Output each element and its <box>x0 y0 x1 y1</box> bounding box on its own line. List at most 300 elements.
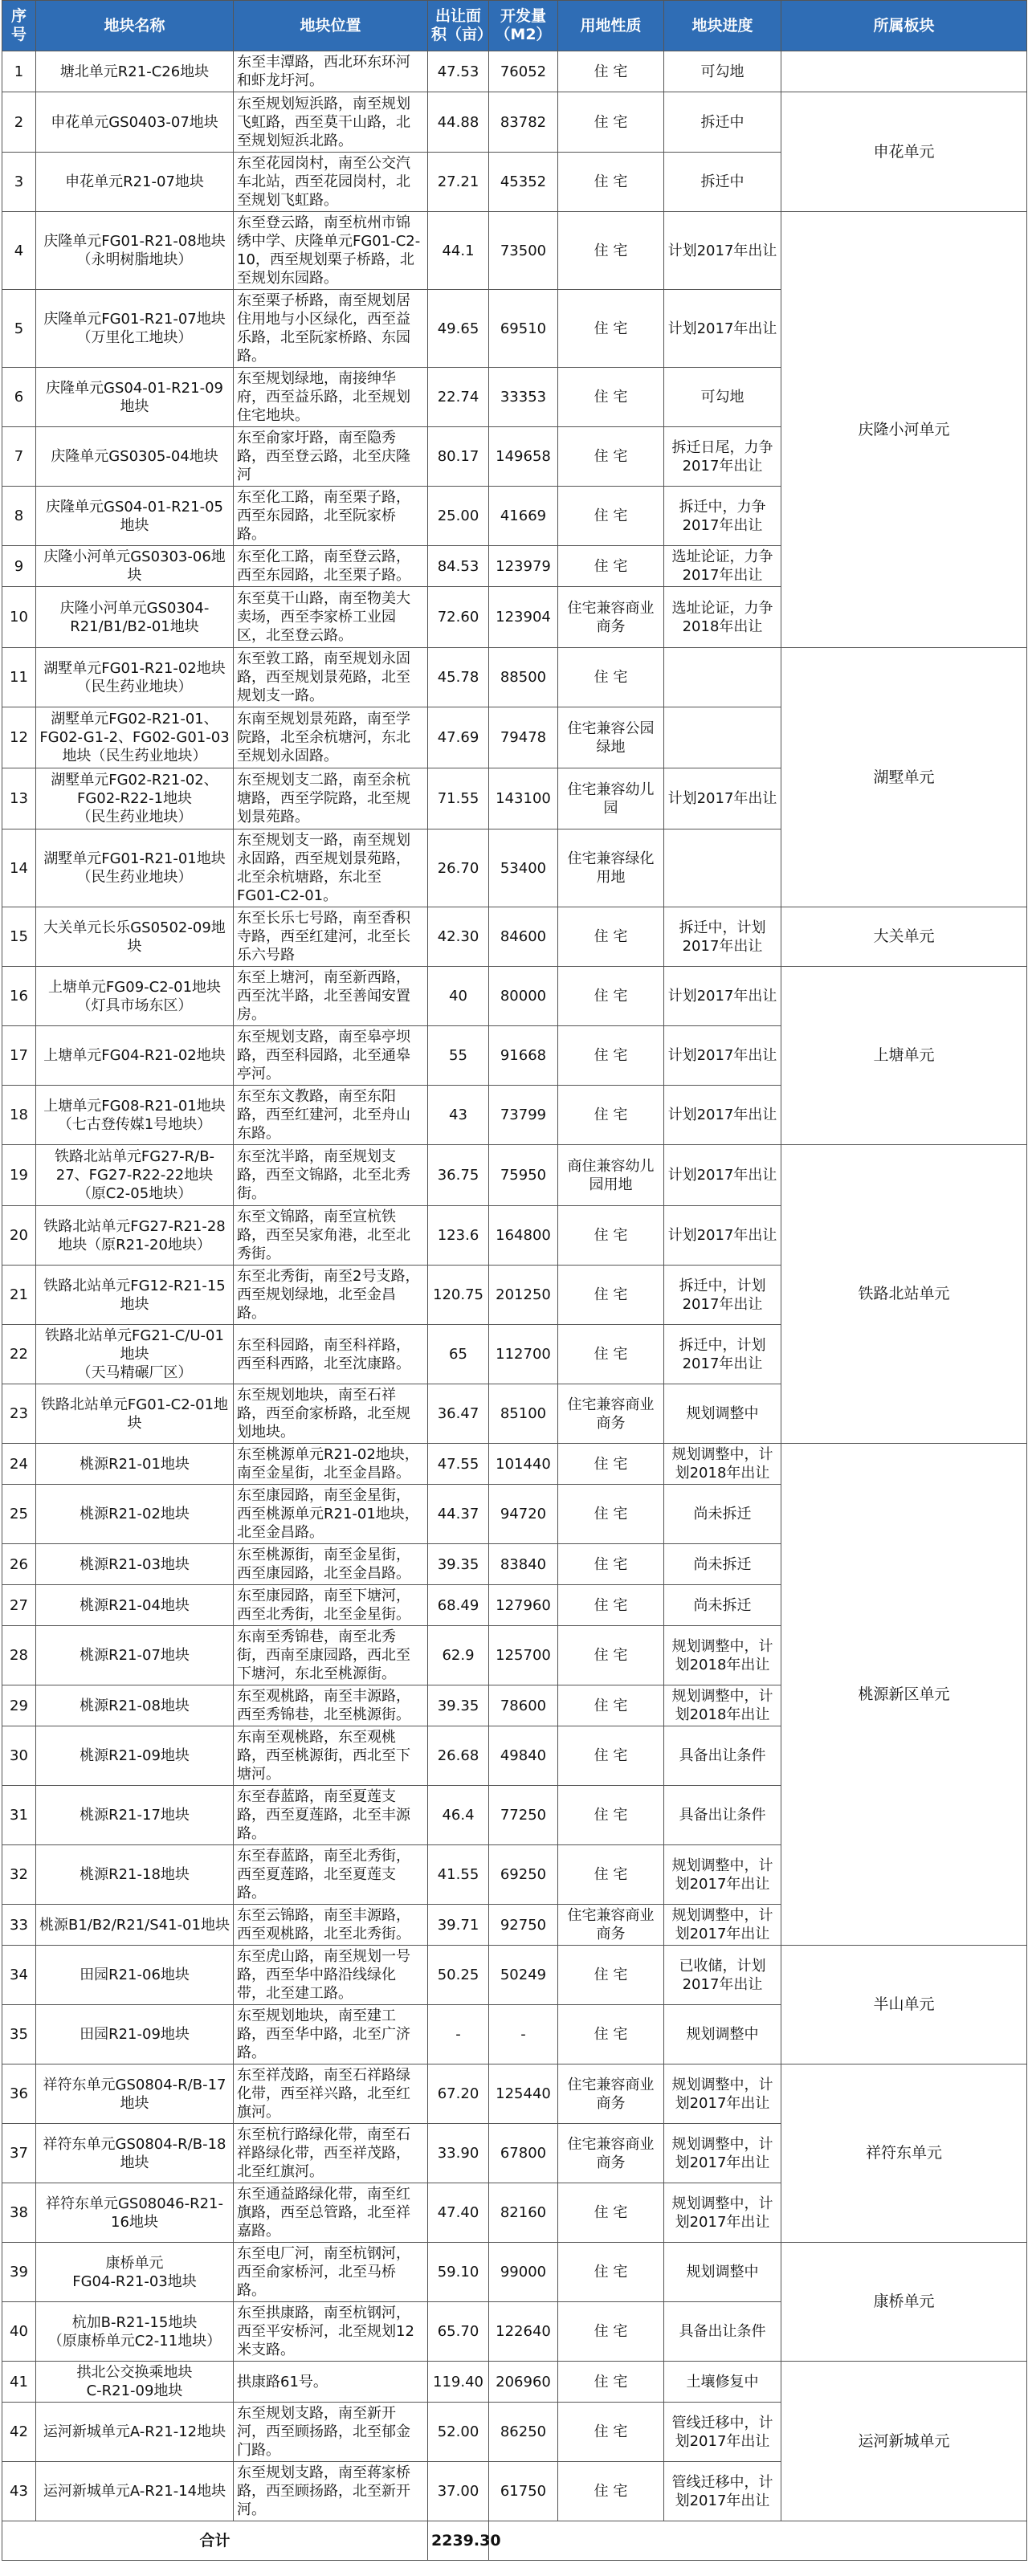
plot-land-use: 住 宅 <box>558 546 664 587</box>
header-progress: 地块进度 <box>664 1 781 51</box>
plot-land-use: 住 宅 <box>558 2462 664 2521</box>
row-number: 18 <box>2 1086 36 1145</box>
plot-area: 80.17 <box>428 427 489 487</box>
plot-area: 25.00 <box>428 487 489 546</box>
plot-name: 庆隆单元GS04-01-R21-05地块 <box>36 487 234 546</box>
plot-name: 祥符东单元GS0804-R/B-17地块 <box>36 2064 234 2124</box>
plot-development-volume: 83782 <box>489 92 558 153</box>
plot-area: 59.10 <box>428 2243 489 2302</box>
plot-land-use: 住 宅 <box>558 1626 664 1685</box>
plot-development-volume: 80000 <box>489 967 558 1026</box>
plot-land-use: 住 宅 <box>558 648 664 707</box>
plot-name: 祥符东单元GS08046-R21-16地块 <box>36 2183 234 2243</box>
row-number: 20 <box>2 1206 36 1266</box>
plot-location: 东至规划支路，南至蒋家桥路，西至顾扬路，北至新开河。 <box>234 2462 428 2521</box>
plot-area: 36.47 <box>428 1384 489 1444</box>
plot-area: 40 <box>428 967 489 1026</box>
plot-location: 东至规划支路，南至皋亭坝路，西至科园路，北至通皋亭河。 <box>234 1026 428 1086</box>
table-row <box>2 51 1027 92</box>
plot-progress: 拆迁中，力争2017年出让 <box>664 487 781 546</box>
plot-land-use: 住 宅 <box>558 1325 664 1384</box>
plot-name: 庆隆单元FG01-R21-07地块 （万里化工地块） <box>36 290 234 368</box>
row-number: 13 <box>2 768 36 829</box>
plot-progress: 拆迁中 <box>664 153 781 212</box>
plot-area: 43 <box>428 1086 489 1145</box>
plot-area: 41.55 <box>428 1845 489 1905</box>
plot-area: 33.90 <box>428 2124 489 2183</box>
plot-location: 东至观桃路，南至丰源路，西至秀锦巷，北至桃源街。 <box>234 1685 428 1726</box>
plot-location: 东至规划地块，南至石祥路，西至俞家桥路，北至规划地块。 <box>234 1384 428 1444</box>
row-number: 42 <box>2 2403 36 2462</box>
row-number: 25 <box>2 1485 36 1544</box>
plot-land-use: 住 宅 <box>558 1786 664 1845</box>
plot-development-volume: 79478 <box>489 707 558 768</box>
plot-name: 铁路北站单元FG27-R/B-27、FG27-R22-22地块 （原C2-05地块） <box>36 1145 234 1206</box>
unit-label: 半山单元 <box>781 1946 1027 2064</box>
plot-progress: 计划2017年出让 <box>664 768 781 829</box>
plot-location: 东至桃源街，南至金星街，西至康园路，北至金昌路。 <box>234 1544 428 1585</box>
plot-area: 120.75 <box>428 1266 489 1325</box>
plot-area: 68.49 <box>428 1585 489 1626</box>
plot-area: 44.88 <box>428 92 489 153</box>
row-number: 19 <box>2 1145 36 1206</box>
plot-name: 上塘单元FG04-R21-02地块 <box>36 1026 234 1086</box>
row-number: 10 <box>2 587 36 648</box>
plot-development-volume: 77250 <box>489 1786 558 1845</box>
header-unit: 所属板块 <box>781 1 1027 51</box>
plot-name: 桃源R21-03地块 <box>36 1544 234 1585</box>
plot-name: 庆隆单元FG01-R21-08地块 （永明树脂地块） <box>36 212 234 290</box>
header-land-use: 用地性质 <box>558 1 664 51</box>
plot-location: 东南至秀锦巷，南至北秀街，西南至康园路，西北至下塘河，东北至桃源街。 <box>234 1626 428 1685</box>
table-row <box>2 2243 1027 2302</box>
plot-location: 东至俞家圩路，南至隐秀路，西至登云路，北至庆隆河 <box>234 427 428 487</box>
total-area: 2239.30 <box>428 2521 489 2561</box>
total-label: 合计 <box>2 2521 428 2561</box>
plot-progress: 选址论证，力争2017年出让 <box>664 546 781 587</box>
plot-land-use: 住 宅 <box>558 51 664 92</box>
table-row <box>2 1946 1027 2005</box>
table-row <box>2 92 1027 153</box>
plot-name: 塘北单元R21-C26地块 <box>36 51 234 92</box>
plot-location: 东至规划支路，南至新开河，西至顾扬路，北至郁金门路。 <box>234 2403 428 2462</box>
plot-location: 东南至规划景苑路，南至学院路，北至余杭塘河，东北至规划永固路。 <box>234 707 428 768</box>
plot-land-use: 住 宅 <box>558 2302 664 2362</box>
plot-location: 东至规划地块，南至建工路，西至华中路，北至广济路。 <box>234 2005 428 2064</box>
row-number: 39 <box>2 2243 36 2302</box>
plot-location: 东至长乐七号路，南至香积寺路，西至红建河，北至长乐六号路 <box>234 907 428 967</box>
plot-area: 47.55 <box>428 1444 489 1485</box>
plot-progress: 计划2017年出让 <box>664 290 781 368</box>
table-body <box>2 51 1027 2561</box>
plot-location: 东至化工路，南至登云路，西至东园路，北至栗子路。 <box>234 546 428 587</box>
plot-name: 田园R21-06地块 <box>36 1946 234 2005</box>
plot-area: 52.00 <box>428 2403 489 2462</box>
plot-land-use: 住宅兼容商业商务 <box>558 1384 664 1444</box>
plot-development-volume: 41669 <box>489 487 558 546</box>
plot-area: 26.68 <box>428 1726 489 1786</box>
row-number: 1 <box>2 51 36 92</box>
plot-progress: 规划调整中，计划2018年出让 <box>664 1685 781 1726</box>
plot-progress: 尚未拆迁 <box>664 1585 781 1626</box>
plot-progress: 可勾地 <box>664 368 781 427</box>
plot-name: 铁路北站单元FG21-C/U-01地块 （天马精碾厂区） <box>36 1325 234 1384</box>
row-number: 7 <box>2 427 36 487</box>
row-number: 43 <box>2 2462 36 2521</box>
plot-progress: 规划调整中，计划2017年出让 <box>664 2124 781 2183</box>
row-number: 38 <box>2 2183 36 2243</box>
plot-land-use: 住 宅 <box>558 1086 664 1145</box>
plot-development-volume: 67800 <box>489 2124 558 2183</box>
plot-land-use: 住 宅 <box>558 487 664 546</box>
unit-label: 庆隆小河单元 <box>781 212 1027 648</box>
plot-development-volume: 125700 <box>489 1626 558 1685</box>
land-plot-table <box>2 0 1027 2561</box>
plot-area: 67.20 <box>428 2064 489 2124</box>
row-number: 35 <box>2 2005 36 2064</box>
plot-location: 东至规划支二路，南至余杭塘路，西至学院路，北至规划景苑路。 <box>234 768 428 829</box>
plot-land-use: 住 宅 <box>558 1946 664 2005</box>
plot-area: 84.53 <box>428 546 489 587</box>
plot-progress: 规划调整中 <box>664 2243 781 2302</box>
plot-development-volume: 123979 <box>489 546 558 587</box>
plot-progress: 选址论证，力争2018年出让 <box>664 587 781 648</box>
plot-land-use: 住宅兼容幼儿园 <box>558 768 664 829</box>
plot-progress <box>664 829 781 907</box>
plot-location: 东至杭行路绿化带，南至石祥路绿化带，西至祥茂路，北至红旗河。 <box>234 2124 428 2183</box>
plot-development-volume: 112700 <box>489 1325 558 1384</box>
plot-progress: 规划调整中 <box>664 1384 781 1444</box>
plot-development-volume: 73500 <box>489 212 558 290</box>
plot-land-use: 住 宅 <box>558 1845 664 1905</box>
plot-development-volume: 84600 <box>489 907 558 967</box>
plot-development-volume: 206960 <box>489 2362 558 2403</box>
row-number: 2 <box>2 92 36 153</box>
plot-land-use: 住 宅 <box>558 1544 664 1585</box>
plot-name: 桃源R21-01地块 <box>36 1444 234 1485</box>
plot-area: 39.35 <box>428 1685 489 1726</box>
plot-location: 东至春蓝路，南至夏莲支路，西至夏莲路，北至丰源路。 <box>234 1786 428 1845</box>
plot-progress: 计划2017年出让 <box>664 967 781 1026</box>
plot-development-volume: 164800 <box>489 1206 558 1266</box>
plot-progress: 规划调整中，计划2017年出让 <box>664 1845 781 1905</box>
header-plot-name: 地块名称 <box>36 1 234 51</box>
plot-name: 铁路北站单元FG01-C2-01地块 <box>36 1384 234 1444</box>
plot-development-volume: 69510 <box>489 290 558 368</box>
plot-land-use: 住宅兼容绿化用地 <box>558 829 664 907</box>
plot-progress: 拆迁中，计划2017年出让 <box>664 1266 781 1325</box>
plot-name: 运河新城单元A-R21-12地块 <box>36 2403 234 2462</box>
plot-area: 44.37 <box>428 1485 489 1544</box>
plot-name: 桃源R21-08地块 <box>36 1685 234 1726</box>
plot-progress: 规划调整中，计划2017年出让 <box>664 1905 781 1946</box>
plot-progress: 尚未拆迁 <box>664 1485 781 1544</box>
table-header-row <box>2 1 1027 51</box>
plot-land-use: 住 宅 <box>558 2243 664 2302</box>
row-number: 14 <box>2 829 36 907</box>
plot-location: 东至电厂河，南至杭钢河，西至俞家桥河，北至马桥路。 <box>234 2243 428 2302</box>
plot-area: 47.40 <box>428 2183 489 2243</box>
plot-development-volume: 85100 <box>489 1384 558 1444</box>
plot-name: 桃源R21-07地块 <box>36 1626 234 1685</box>
plot-land-use: 住 宅 <box>558 1206 664 1266</box>
plot-land-use: 住 宅 <box>558 2183 664 2243</box>
unit-label: 湖墅单元 <box>781 648 1027 907</box>
plot-land-use: 住 宅 <box>558 2005 664 2064</box>
plot-name: 湖墅单元FG02-R21-02、FG02-R22-1地块 （民生药业地块） <box>36 768 234 829</box>
row-number: 3 <box>2 153 36 212</box>
plot-area: 42.30 <box>428 907 489 967</box>
row-number: 22 <box>2 1325 36 1384</box>
plot-land-use: 住 宅 <box>558 1485 664 1544</box>
plot-location: 东至云锦路，南至丰源路，西至观桃路，北至北秀街。 <box>234 1905 428 1946</box>
plot-progress: 具备出让条件 <box>664 1786 781 1845</box>
plot-development-volume: 76052 <box>489 51 558 92</box>
plot-land-use: 住 宅 <box>558 153 664 212</box>
unit-label: 运河新城单元 <box>781 2362 1027 2521</box>
plot-progress: 规划调整中，计划2018年出让 <box>664 1444 781 1485</box>
plot-land-use: 住宅兼容商业商务 <box>558 587 664 648</box>
plot-location: 东至沈半路，南至规划支路，西至文锦路，北至北秀街。 <box>234 1145 428 1206</box>
plot-land-use: 住 宅 <box>558 1685 664 1726</box>
plot-development-volume: 73799 <box>489 1086 558 1145</box>
row-number: 27 <box>2 1585 36 1626</box>
plot-area: 49.65 <box>428 290 489 368</box>
plot-development-volume: 86250 <box>489 2403 558 2462</box>
table-row <box>2 2362 1027 2403</box>
plot-progress: 具备出让条件 <box>664 2302 781 2362</box>
plot-location: 东至虎山路，南至规划一号路，西至华中路沿线绿化带，北至建工路。 <box>234 1946 428 2005</box>
header-development-volume: 开发量（M2） <box>489 1 558 51</box>
plot-land-use: 住宅兼容商业商务 <box>558 1905 664 1946</box>
unit-label: 桃源新区单元 <box>781 1444 1027 1946</box>
row-number: 5 <box>2 290 36 368</box>
plot-progress: 规划调整中，计划2017年出让 <box>664 2183 781 2243</box>
plot-name: 湖墅单元FG01-R21-02地块 （民生药业地块） <box>36 648 234 707</box>
plot-progress: 拆迁日尾，力争2017年出让 <box>664 427 781 487</box>
unit-label: 祥符东单元 <box>781 2064 1027 2243</box>
row-number: 34 <box>2 1946 36 2005</box>
plot-development-volume: 50249 <box>489 1946 558 2005</box>
plot-land-use: 住 宅 <box>558 368 664 427</box>
row-number: 26 <box>2 1544 36 1585</box>
row-number: 23 <box>2 1384 36 1444</box>
plot-land-use: 住 宅 <box>558 967 664 1026</box>
row-number: 24 <box>2 1444 36 1485</box>
plot-development-volume: 123904 <box>489 587 558 648</box>
plot-progress: 计划2017年出让 <box>664 1026 781 1086</box>
plot-location: 东至规划短浜路，南至规划飞虹路，西至莫干山路，北至规划短浜北路。 <box>234 92 428 153</box>
plot-area: 46.4 <box>428 1786 489 1845</box>
table-row <box>2 967 1027 1026</box>
plot-development-volume: 78600 <box>489 1685 558 1726</box>
plot-land-use: 住 宅 <box>558 290 664 368</box>
plot-area: 37.00 <box>428 2462 489 2521</box>
plot-area: 45.78 <box>428 648 489 707</box>
plot-progress: 拆迁中，计划2017年出让 <box>664 1325 781 1384</box>
plot-progress <box>664 648 781 707</box>
plot-land-use: 住 宅 <box>558 1266 664 1325</box>
plot-area: 72.60 <box>428 587 489 648</box>
plot-development-volume: 33353 <box>489 368 558 427</box>
plot-land-use: 住 宅 <box>558 1726 664 1786</box>
plot-area: 22.74 <box>428 368 489 427</box>
plot-progress: 计划2017年出让 <box>664 1086 781 1145</box>
plot-name: 运河新城单元A-R21-14地块 <box>36 2462 234 2521</box>
row-number: 6 <box>2 368 36 427</box>
row-number: 29 <box>2 1685 36 1726</box>
row-number: 4 <box>2 212 36 290</box>
plot-progress: 规划调整中，计划2018年出让 <box>664 1626 781 1685</box>
plot-name: 申花单元R21-07地块 <box>36 153 234 212</box>
plot-name: 桃源R21-18地块 <box>36 1845 234 1905</box>
total-row <box>2 2521 1027 2561</box>
plot-area: 47.69 <box>428 707 489 768</box>
plot-development-volume: - <box>489 2005 558 2064</box>
plot-development-volume: 91668 <box>489 1026 558 1086</box>
plot-name: 桃源R21-17地块 <box>36 1786 234 1845</box>
plot-area: 62.9 <box>428 1626 489 1685</box>
plot-location: 东至科园路，南至科祥路，西至科西路，北至沈康路。 <box>234 1325 428 1384</box>
plot-location: 东南至观桃路，东至观桃路，西至桃源街，西北至下塘河。 <box>234 1726 428 1786</box>
plot-name: 湖墅单元FG01-R21-01地块 （民生药业地块） <box>36 829 234 907</box>
plot-location: 东至丰潭路，西北环东环河和虾龙圩河。 <box>234 51 428 92</box>
plot-location: 东至北秀街，南至2号支路，西至规划绿地，北至金昌路。 <box>234 1266 428 1325</box>
plot-location: 东至祥茂路，南至石祥路绿化带，西至祥兴路，北至红旗河。 <box>234 2064 428 2124</box>
table-row <box>2 2064 1027 2124</box>
plot-area: 47.53 <box>428 51 489 92</box>
plot-location: 东至春蓝路，南至北秀街，西至夏莲路，北至夏莲支路。 <box>234 1845 428 1905</box>
plot-progress: 土壤修复中 <box>664 2362 781 2403</box>
plot-land-use: 住宅兼容商业商务 <box>558 2124 664 2183</box>
header-number: 序号 <box>2 1 36 51</box>
unit-label: 康桥单元 <box>781 2243 1027 2362</box>
plot-name: 杭加B-R21-15地块 （原康桥单元C2-11地块） <box>36 2302 234 2362</box>
plot-development-volume: 61750 <box>489 2462 558 2521</box>
unit-label: 大关单元 <box>781 907 1027 967</box>
plot-development-volume: 149658 <box>489 427 558 487</box>
plot-development-volume: 122640 <box>489 2302 558 2362</box>
plot-development-volume: 201250 <box>489 1266 558 1325</box>
plot-name: 庆隆单元GS0305-04地块 <box>36 427 234 487</box>
plot-location: 拱康路61号。 <box>234 2362 428 2403</box>
plot-development-volume: 69250 <box>489 1845 558 1905</box>
plot-location: 东至规划支一路，南至规划永固路，西至规划景苑路，北至余杭塘路，东北至FG01-C2-01。 <box>234 829 428 907</box>
plot-progress: 管线迁移中，计划2017年出让 <box>664 2462 781 2521</box>
plot-development-volume: 125440 <box>489 2064 558 2124</box>
plot-name: 庆隆单元GS04-01-R21-09地块 <box>36 368 234 427</box>
plot-development-volume: 88500 <box>489 648 558 707</box>
table-row <box>2 212 1027 290</box>
plot-location: 东至规划绿地，南接绅华府，西至益乐路，北至规划住宅地块。 <box>234 368 428 427</box>
plot-location: 东至拱康路，南至杭钢河，西至平安桥河，北至规划12米支路。 <box>234 2302 428 2362</box>
plot-location: 东至花园岗村，南至公交汽车北站，西至花园岗村，北至规划飞虹路。 <box>234 153 428 212</box>
plot-location: 东至通益路绿化带，南至红旗路，西至总管路，北至祥嘉路。 <box>234 2183 428 2243</box>
header-area: 出让面积（亩） <box>428 1 489 51</box>
plot-name: 祥符东单元GS0804-R/B-18地块 <box>36 2124 234 2183</box>
row-number: 15 <box>2 907 36 967</box>
plot-location: 东至栗子桥路，南至规划居住用地与小区绿化，西至益乐路，北至阮家桥路、东园路。 <box>234 290 428 368</box>
plot-name: 上塘单元FG09-C2-01地块 （灯具市场东区） <box>36 967 234 1026</box>
plot-location: 东至化工路，南至栗子路，西至东园路，北至阮家桥路。 <box>234 487 428 546</box>
table-row <box>2 648 1027 707</box>
plot-development-volume: 94720 <box>489 1485 558 1544</box>
plot-name: 田园R21-09地块 <box>36 2005 234 2064</box>
plot-land-use: 商住兼容幼儿园用地 <box>558 1145 664 1206</box>
plot-development-volume: 92750 <box>489 1905 558 1946</box>
row-number: 28 <box>2 1626 36 1685</box>
plot-name: 湖墅单元FG02-R21-01、FG02-G1-2、FG02-G01-03地块（民生药业地块） <box>36 707 234 768</box>
total-empty-cells <box>489 2521 1027 2561</box>
plot-area: 50.25 <box>428 1946 489 2005</box>
plot-land-use: 住 宅 <box>558 92 664 153</box>
row-number: 16 <box>2 967 36 1026</box>
row-number: 33 <box>2 1905 36 1946</box>
plot-progress <box>664 707 781 768</box>
plot-development-volume: 83840 <box>489 1544 558 1585</box>
plot-area: 123.6 <box>428 1206 489 1266</box>
unit-label: 申花单元 <box>781 92 1027 212</box>
plot-name: 上塘单元FG08-R21-01地块（七古登传媒1号地块） <box>36 1086 234 1145</box>
plot-progress: 拆迁中 <box>664 92 781 153</box>
plot-area: 44.1 <box>428 212 489 290</box>
plot-location: 东至东文教路，南至东阳路，西至红建河，北至舟山东路。 <box>234 1086 428 1145</box>
row-number: 40 <box>2 2302 36 2362</box>
plot-area: 39.71 <box>428 1905 489 1946</box>
plot-name: 申花单元GS0403-07地块 <box>36 92 234 153</box>
plot-progress: 计划2017年出让 <box>664 1145 781 1206</box>
plot-location: 东至上塘河，南至新西路，西至沈半路，北至善闻安置房。 <box>234 967 428 1026</box>
plot-area: 55 <box>428 1026 489 1086</box>
row-number: 11 <box>2 648 36 707</box>
table-row <box>2 1444 1027 1485</box>
plot-progress: 拆迁中，计划2017年出让 <box>664 907 781 967</box>
plot-progress: 尚未拆迁 <box>664 1544 781 1585</box>
plot-area: 27.21 <box>428 153 489 212</box>
plot-name: 大关单元长乐GS0502-09地块 <box>36 907 234 967</box>
plot-area: 71.55 <box>428 768 489 829</box>
plot-land-use: 住 宅 <box>558 2362 664 2403</box>
plot-development-volume: 53400 <box>489 829 558 907</box>
plot-location: 东至登云路，南至杭州市锦绣中学、庆隆单元FG01-C2-10，西至规划栗子桥路，北至规划东园路。 <box>234 212 428 290</box>
row-number: 37 <box>2 2124 36 2183</box>
plot-name: 庆隆小河单元GS0303-06地块 <box>36 546 234 587</box>
plot-location: 东至桃源单元R21-02地块，南至金星街，北至金昌路。 <box>234 1444 428 1485</box>
table-row <box>2 1145 1027 1206</box>
plot-name: 拱北公交换乘地块 C-R21-09地块 <box>36 2362 234 2403</box>
plot-location: 东至康园路，南至下塘河，西至北秀街，北至金星街。 <box>234 1585 428 1626</box>
row-number: 30 <box>2 1726 36 1786</box>
unit-label: 铁路北站单元 <box>781 1145 1027 1444</box>
plot-development-volume: 99000 <box>489 2243 558 2302</box>
plot-land-use: 住 宅 <box>558 2403 664 2462</box>
plot-progress: 规划调整中，计划2017年出让 <box>664 2064 781 2124</box>
plot-name: 康桥单元 FG04-R21-03地块 <box>36 2243 234 2302</box>
row-number: 41 <box>2 2362 36 2403</box>
plot-location: 东至敦工路，南至规划永固路，西至规划景苑路，北至规划支一路。 <box>234 648 428 707</box>
row-number: 17 <box>2 1026 36 1086</box>
plot-development-volume: 101440 <box>489 1444 558 1485</box>
plot-location: 东至莫干山路，南至物美大卖场，西至李家桥工业园区，北至登云路。 <box>234 587 428 648</box>
plot-land-use: 住 宅 <box>558 1444 664 1485</box>
plot-development-volume: 45352 <box>489 153 558 212</box>
plot-development-volume: 75950 <box>489 1145 558 1206</box>
plot-area: 65.70 <box>428 2302 489 2362</box>
plot-name: 庆隆小河单元GS0304-R21/B1/B2-01地块 <box>36 587 234 648</box>
plot-area: 36.75 <box>428 1145 489 1206</box>
plot-land-use: 住 宅 <box>558 1026 664 1086</box>
row-number: 32 <box>2 1845 36 1905</box>
